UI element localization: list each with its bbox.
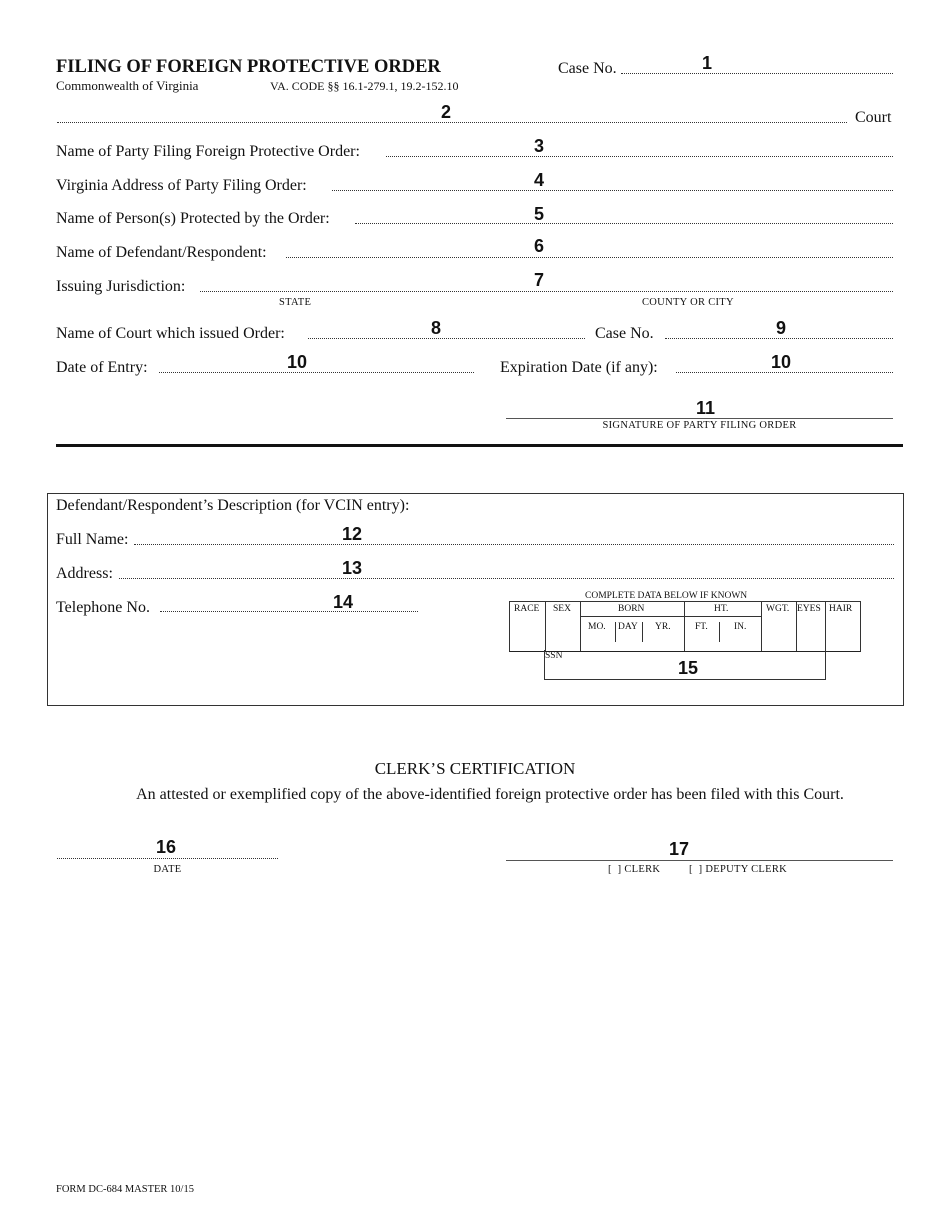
jurisdiction-value: 7 [534, 270, 545, 290]
description-heading: Defendant/Respondent’s Description (for VCIN entry): [56, 497, 410, 514]
jurisdiction-field[interactable] [200, 291, 893, 292]
case-no-field[interactable] [621, 73, 893, 74]
signature-value: 11 [696, 398, 716, 418]
full-name-field[interactable] [134, 544, 894, 545]
code-reference: VA. CODE §§ 16.1-279.1, 19.2-152.10 [270, 79, 459, 93]
issuing-court-field[interactable] [308, 338, 585, 339]
court-label: Court [855, 109, 892, 126]
cert-date-field[interactable] [57, 858, 278, 859]
form-title: FILING OF FOREIGN PROTECTIVE ORDER [56, 57, 441, 77]
case-no-value: 1 [702, 53, 713, 73]
signature-caption: SIGNATURE OF PARTY FILING ORDER [602, 420, 797, 431]
full-name-value: 12 [342, 524, 363, 544]
va-address-label: Virginia Address of Party Filing Order: [56, 177, 307, 194]
jurisdiction-label: Issuing Jurisdiction: [56, 278, 186, 295]
signature-line[interactable] [506, 418, 893, 419]
clerk-option[interactable]: [ ] CLERK [608, 864, 661, 875]
defendant-value: 6 [534, 236, 545, 256]
certification-title: CLERK’S CERTIFICATION [374, 759, 576, 778]
expiration-label: Expiration Date (if any): [500, 359, 658, 376]
defendant-label: Name of Defendant/Respondent: [56, 244, 267, 261]
form-id: FORM DC-684 MASTER 10/15 [56, 1184, 194, 1195]
va-address-value: 4 [534, 170, 545, 190]
ssn-value: 15 [678, 658, 699, 678]
court-case-no-value: 9 [776, 318, 787, 338]
defendant-field[interactable] [286, 257, 893, 258]
cert-date-caption: DATE [153, 864, 182, 875]
born-year-cell[interactable]: YR. [655, 622, 671, 632]
race-cell[interactable]: RACE [514, 604, 540, 614]
case-no-label: Case No. [558, 60, 617, 77]
protected-persons-label: Name of Person(s) Protected by the Order: [56, 210, 330, 227]
full-name-label: Full Name: [56, 531, 129, 548]
telephone-label: Telephone No. [56, 599, 150, 616]
born-month-cell[interactable]: MO. [588, 622, 606, 632]
weight-cell[interactable]: WGT. [766, 604, 790, 614]
cert-date-value: 16 [156, 837, 177, 857]
va-address-field[interactable] [332, 190, 893, 191]
height-inches-cell[interactable]: IN. [734, 622, 747, 632]
section-divider [56, 444, 903, 447]
height-feet-cell[interactable]: FT. [695, 622, 708, 632]
date-entry-label: Date of Entry: [56, 359, 148, 376]
telephone-value: 14 [333, 592, 354, 612]
court-value: 2 [441, 102, 452, 122]
court-case-no-label: Case No. [595, 325, 654, 342]
identity-data-grid [509, 601, 861, 652]
height-header: HT. [714, 604, 729, 614]
clerk-signature-value: 17 [669, 839, 690, 859]
issuing-court-label: Name of Court which issued Order: [56, 325, 285, 342]
born-header: BORN [618, 604, 645, 614]
eyes-cell[interactable]: EYES [797, 604, 821, 614]
ssn-label: SSN [545, 651, 563, 661]
telephone-field[interactable] [160, 611, 418, 612]
sex-cell[interactable]: SEX [553, 604, 571, 614]
protected-persons-value: 5 [534, 204, 545, 224]
date-entry-value: 10 [287, 352, 308, 372]
clerk-signature-line[interactable] [506, 860, 893, 861]
deputy-clerk-option[interactable]: [ ] DEPUTY CLERK [689, 864, 788, 875]
party-filing-value: 3 [534, 136, 545, 156]
address-value: 13 [342, 558, 363, 578]
issuing-court-value: 8 [431, 318, 442, 338]
address-label: Address: [56, 565, 113, 582]
party-filing-label: Name of Party Filing Foreign Protective Order: [56, 143, 360, 160]
date-entry-field[interactable] [159, 372, 474, 373]
hair-cell[interactable]: HAIR [829, 604, 853, 614]
state-name: Commonwealth of Virginia [56, 78, 199, 93]
state-caption: STATE [279, 297, 312, 308]
certification-text: An attested or exemplified copy of the above-identified foreign protective order has been filed with this Court. [136, 786, 844, 803]
address-field[interactable] [119, 578, 894, 579]
party-filing-field[interactable] [386, 156, 893, 157]
protected-persons-field[interactable] [355, 223, 893, 224]
grid-caption: COMPLETE DATA BELOW IF KNOWN [585, 591, 748, 601]
expiration-value: 10 [771, 352, 792, 372]
county-caption: COUNTY OR CITY [642, 297, 734, 308]
court-field[interactable] [57, 122, 847, 123]
born-day-cell[interactable]: DAY [618, 622, 638, 632]
